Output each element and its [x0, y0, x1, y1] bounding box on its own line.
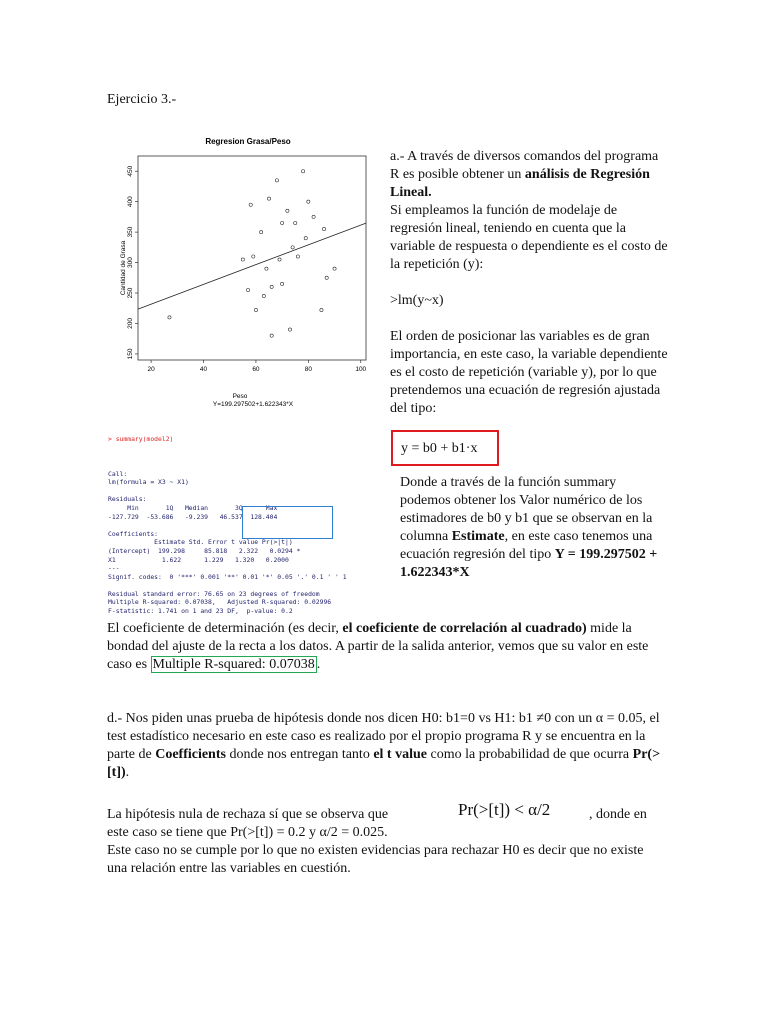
x-tick-label: 80	[304, 366, 312, 373]
data-point	[267, 197, 270, 200]
data-point	[270, 334, 273, 337]
r-output-line: (Intercept) 199.298 85.818 2.322 0.0294 *	[108, 546, 301, 555]
section-a-text-2: Si empleamos la función de modelaje de regresión lineal, teniendo en cuenta que la variable de respuesta o dependiente es el costo de la repetición (y):	[390, 203, 668, 272]
data-point	[168, 316, 171, 319]
data-point	[281, 221, 284, 224]
y-tick-label: 450	[127, 165, 134, 177]
data-point	[307, 200, 310, 203]
data-point	[254, 308, 257, 311]
section-d-text-2: donde nos entregan tanto	[229, 747, 370, 762]
r-output-line: X1 1.622 1.229 1.320 0.2000	[108, 555, 289, 564]
r-output-line: Coefficients:	[108, 529, 159, 538]
data-point	[302, 170, 305, 173]
section-d-paragraph	[107, 710, 667, 782]
data-point	[275, 179, 278, 182]
section-d-text-3: como la probabilidad de que ocurra	[430, 747, 630, 762]
x-tick-label: 40	[199, 366, 208, 373]
section-d-end: .	[125, 765, 130, 780]
data-point	[312, 215, 315, 218]
y-tick-label: 250	[127, 287, 134, 299]
data-point	[320, 308, 323, 311]
chart-title: Regresion Grasa/Peso	[205, 137, 291, 146]
r-output-line: Residuals:	[108, 495, 147, 504]
data-point	[291, 246, 294, 249]
data-point	[241, 258, 244, 261]
data-point	[281, 282, 284, 285]
estimate-bold: Estimate	[451, 529, 505, 544]
r-output-line: Min 1Q Median 3Q Max	[108, 503, 278, 512]
section-d-text-1: d.- Nos piden unas prueba de hipótesis donde nos dicen H0: b1=0 vs H1: b1 ≠0 con un α = 0.05, el test estadístico necesario en este caso es realizado por el propio programa R y se encuentra en la parte de	[107, 711, 660, 762]
data-point	[278, 258, 281, 261]
x-tick-label: 20	[147, 366, 155, 373]
regression-equation: y = b0 + b1·x	[401, 441, 478, 456]
y-tick-label: 300	[127, 257, 134, 268]
r-output-line	[108, 581, 393, 590]
data-point	[304, 237, 307, 240]
regression-chart	[108, 128, 370, 412]
variable-order-text: El orden de posicionar las variables es de gran importancia, en este caso, la variable dependiente es el costo de repetición (variable y), por lo que pretendemos una ecuación de regresión ajustada del tipo:	[390, 329, 668, 416]
r-output-line	[108, 461, 393, 470]
data-point	[249, 203, 252, 206]
y-tick-label: 200	[127, 318, 134, 329]
y-tick-label: 350	[127, 226, 134, 238]
y-axis-label: Cantidad de Grasa	[120, 240, 127, 296]
summary-text-1: Donde a través de la función summary podemos obtener los Valor numérico de los estimadores de b0 y b1 que se observan en la columna	[400, 475, 653, 544]
determination-text-2: mide la bondad del ajuste de la recta a los datos. A partir de la salida anterior, vemos que su valor en este caso es	[107, 621, 649, 672]
data-point	[322, 227, 325, 230]
r-output-line: Estimate Std. Error t value Pr(>|t|)	[108, 538, 293, 547]
t-value-highlight	[242, 506, 333, 539]
regression-line	[138, 223, 366, 309]
r-output-line: ---	[108, 564, 120, 573]
determination-text-1: El coeficiente de determinación (es decir,	[107, 621, 339, 636]
conclusion-line-2: este caso se tiene que Pr(>[t]) = 0.2 y α/2 = 0.025.	[107, 825, 388, 840]
hypothesis-formula: Pr(>[t]) < α/2	[458, 800, 551, 819]
data-point	[325, 276, 328, 279]
data-point	[262, 294, 265, 297]
r-output-line: -127.729 -53.686 -9.239 46.537 128.404	[108, 512, 278, 521]
data-point	[246, 288, 249, 291]
section-a-bold: análisis de Regresión Lineal.	[390, 167, 650, 200]
y-tick-label: 400	[127, 196, 134, 208]
summary-text-2: , en este caso tenemos una ecuación regresión del tipo	[400, 529, 653, 562]
data-point	[294, 221, 297, 224]
regression-result: Y = 199.297502 + 1.622343*X	[400, 547, 658, 580]
r-output-line: Signif. codes: 0 '***' 0.001 '**' 0.01 '*' 0.05 '.' 0.1 ' ' 1	[108, 572, 347, 581]
r-output-line	[108, 487, 393, 496]
conclusion-line-1-end: , donde en	[589, 807, 647, 822]
lm-command: >lm(y~x)	[390, 293, 444, 308]
determination-bold: el coeficiente de correlación al cuadrado)	[342, 621, 587, 636]
r-output-line: Call:	[108, 469, 128, 478]
r-prompt: > summary(model2)	[108, 435, 174, 444]
pr-bold: Pr(>[t])	[107, 747, 661, 780]
chart-subtitle: Y=199.297502+1.622343*X	[212, 401, 294, 408]
data-point	[296, 255, 299, 258]
conclusion-line-1: La hipótesis nula de rechaza sí que se observa que	[107, 807, 389, 822]
scatter-plot	[108, 128, 370, 412]
conclusion-line-3: Este caso no se cumple por lo que no existen evidencias para rechazar H0 es decir que no existe una relación entre las variables en cuestión.	[107, 843, 644, 876]
r-output-line: Residual standard error: 76.65 on 23 degrees of freedom	[108, 589, 320, 598]
data-point	[270, 285, 273, 288]
equation-box	[391, 430, 499, 466]
data-point	[252, 255, 255, 258]
r-output-line: lm(formula = X3 ~ X1)	[108, 478, 189, 487]
y-tick-label: 150	[127, 348, 134, 360]
plot-frame	[138, 156, 366, 360]
r-output-line: Multiple R-squared: 0.07038, Adjusted R-squared: 0.02996	[108, 598, 332, 607]
x-tick-label: 60	[252, 366, 260, 373]
data-point	[265, 267, 268, 270]
section-a-intro	[390, 148, 670, 274]
data-point	[333, 267, 336, 270]
section-a-text-1: a.- A través de diversos comandos del programa R es posible obtener un	[390, 149, 659, 182]
data-point	[260, 231, 263, 234]
x-tick-label: 100	[355, 366, 367, 373]
coefficients-bold: Coefficients	[155, 747, 226, 762]
t-value-bold: el t value	[373, 747, 427, 762]
r-output-line: F-statistic: 1.741 on 1 and 23 DF, p-value: 0.2	[108, 607, 293, 616]
r-squared-value: Multiple R-squared: 0.07038	[152, 657, 315, 672]
determination-end: .	[316, 657, 321, 672]
data-point	[288, 328, 291, 331]
summary-explanation	[400, 474, 666, 582]
exercise-heading: Ejercicio 3.-	[107, 92, 177, 107]
x-axis-label: Peso	[232, 393, 248, 400]
determination-paragraph	[107, 620, 667, 674]
data-point	[286, 209, 289, 212]
